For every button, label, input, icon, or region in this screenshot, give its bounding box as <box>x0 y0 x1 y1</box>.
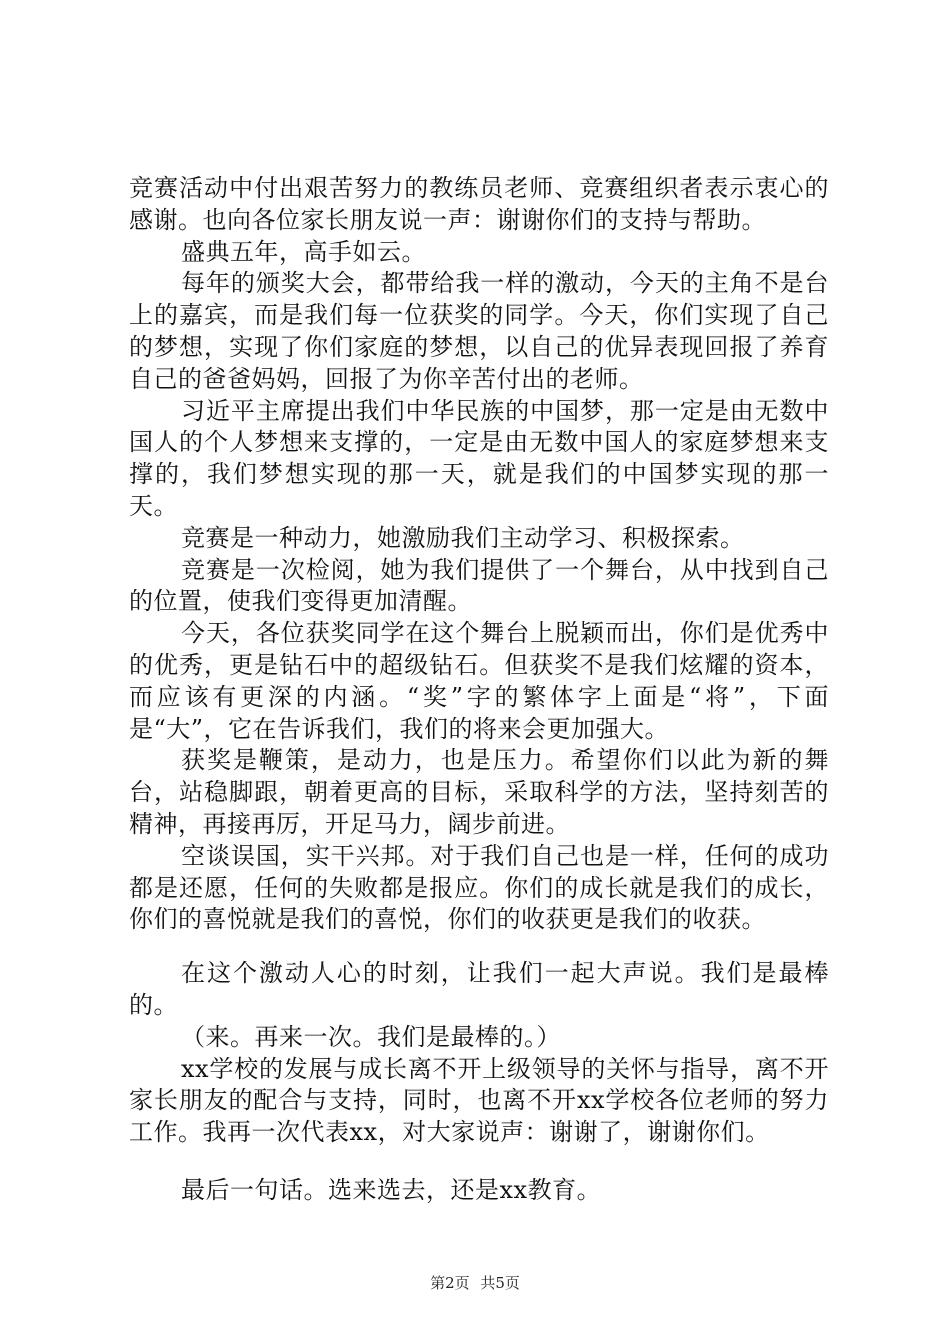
paragraph-8: 获奖是鞭策，是动力，也是压力。希望你们以此为新的舞台，站稳脚跟，朝着更高的目标，采取科学的方法，坚持刻苦的精神，再接再厉，开足马力，阔步前进。 <box>129 746 829 838</box>
paragraph-12: xx学校的发展与成长离不开上级领导的关怀与指导，离不开家长朋友的配合与支持，同时，也离不开xx学校各位老师的努力工作。我再一次代表xx，对大家说声：谢谢了，谢谢你们。 <box>129 1054 829 1147</box>
paragraph-1: 竞赛活动中付出艰苦努力的教练员老师、竞赛组织者表示衷心的感谢。也向各位家长朋友说一声：谢谢你们的支持与帮助。 <box>129 174 829 234</box>
document-body <box>129 173 829 1207</box>
paragraph-13: 最后一句话。选来选去，还是xx教育。 <box>181 1175 602 1204</box>
page-total: 共5页 <box>480 1274 520 1292</box>
paragraph-5: 竞赛是一种动力，她激励我们主动学习、积极探索。 <box>181 523 745 552</box>
paragraph-9: 空谈误国，实干兴邦。对于我们自己也是一样，任何的成功都是还愿，任何的失败都是报应。你们的成长就是我们的成长，你们的喜悦就是我们的喜悦，你们的收获更是我们的收获。 <box>129 841 829 934</box>
paragraph-2: 盛典五年，高手如云。 <box>181 237 426 266</box>
paragraph-3: 每年的颁奖大会，都带给我一样的激动，今天的主角不是台上的嘉宾，而是我们每一位获奖的同学。今天，你们实现了自己的梦想，实现了你们家庭的梦想，以自己的优异表现回报了养育自己的爸爸妈妈，回报了为你辛苦付出的老师。 <box>129 269 829 393</box>
paragraph-11: （来。再来一次。我们是最棒的。） <box>181 1022 561 1051</box>
page-number: 第2页 <box>430 1274 470 1292</box>
paragraph-6: 竞赛是一次检阅，她为我们提供了一个舞台，从中找到自己的位置，使我们变得更加清醒。 <box>129 555 829 616</box>
paragraph-4: 习近平主席提出我们中华民族的中国梦，那一定是由无数中国人的个人梦想来支撑的，一定是由无数中国人的家庭梦想来支撑的，我们梦想实现的那一天，就是我们的中国梦实现的那一天。 <box>129 396 829 520</box>
paragraph-10: 在这个激动人心的时刻，让我们一起大声说。我们是最棒的。 <box>129 959 829 1019</box>
paragraph-7: 今天，各位获奖同学在这个舞台上脱颖而出，你们是优秀中的优秀，更是钻石中的超级钻石。但获奖不是我们炫耀的资本，而应该有更深的内涵。“奖”字的繁体字上面是“将”，下面是“大”，它在告诉我们，我们的将来会更加强大。 <box>129 619 829 743</box>
page-footer <box>0 1273 950 1293</box>
